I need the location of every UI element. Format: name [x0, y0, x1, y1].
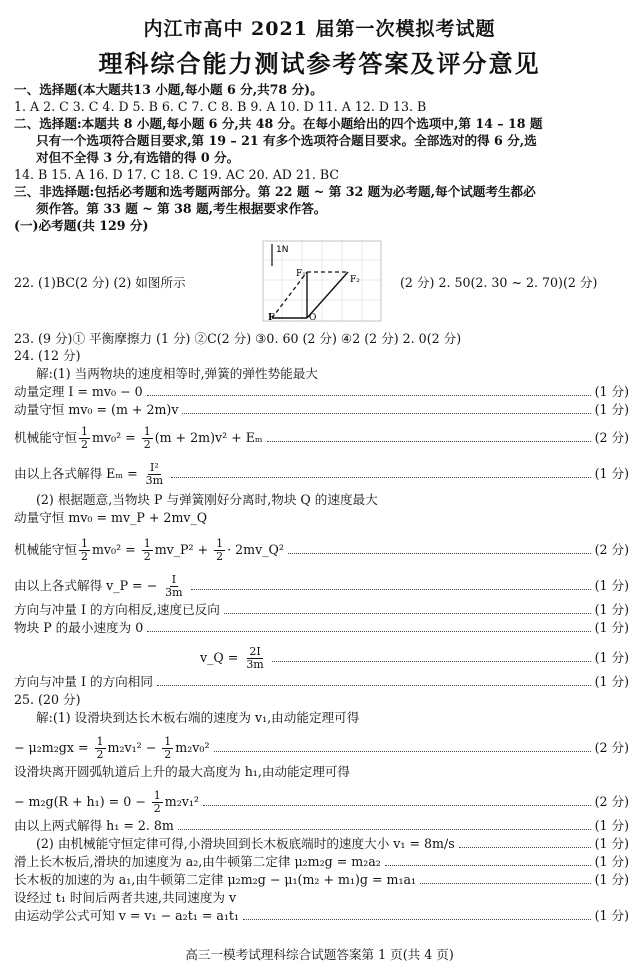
q24-step: 物块 P 的最小速度为 0 (1 分): [14, 620, 629, 635]
q25-step: 由运动学公式可知 v = v₁ − a₂t₁ = a₁t₁ (1 分): [14, 908, 629, 923]
q24-step: 方向与冲量 I 的方向相反,速度已反向 (1 分): [14, 602, 629, 617]
q24-step: 机械能守恒 $\frac{1}{2}$ mv₀² = $\frac{1}{2}$ (m + 2m)v² + Eₘ (2 分): [14, 425, 629, 451]
label-f2: F₂: [350, 275, 360, 285]
section-1-heading: 一、选择题(本大题共13 小题,每小题 6 分,共78 分)。: [14, 82, 323, 97]
q24-step: (2) 根据题意,当物块 P 与弹簧刚好分离时,物块 Q 的速度最大: [36, 492, 378, 507]
q23-answer: 23. (9 分)① 平衡摩擦力 (1 分) ②C(2 分) ③0. 60 (2 分) ④2 (2 分) 2. 0(2 分): [14, 331, 462, 346]
q25-step: − μ₂m₂gx = $\frac{1}{2}$ m₂v₁² − $\frac{1}{2}$ m₂v₀² (2 分): [14, 735, 629, 761]
q25-step: 设滑块离开圆弧轨道后上升的最大高度为 h₁,由动能定理可得: [14, 764, 351, 779]
q24-step: 由以上各式解得 v_P = − $\frac{I}{3m}$ (1 分): [14, 573, 629, 599]
q24-step: 解:(1) 当两物块的速度相等时,弹簧的弹性势能最大: [36, 366, 318, 381]
section-2-text: 对但不全得 3 分,有选错的得 0 分。: [36, 150, 240, 165]
q24-step: 由以上各式解得 Eₘ = $\frac{\text{I²}}{3m}$ (1 分): [14, 461, 629, 487]
q25-step: (2) 由机械能守恒定律可得,小滑块回到长木板底端时的速度大小 v₁ = 8m/s (1 分): [36, 836, 629, 851]
q24-step: v_Q = $\frac{2I}{3m}$ (1 分): [200, 645, 629, 671]
q25-step: 设经过 t₁ 时间后两者共速,共同速度为 v: [14, 890, 237, 905]
label-f1: F₁: [296, 269, 306, 279]
q25-heading: 25. (20 分): [14, 692, 81, 707]
label-o: O: [309, 313, 317, 322]
section-2-heading: 二、选择题:本题共 8 小题,每小题 6 分,共 48 分。在每小题给出的四个选项中,第 14 – 18 题: [14, 116, 543, 131]
answers-1-13: 1. A 2. C 3. C 4. D 5. B 6. C 7. C 8. B 9. A 10. D 11. A 12. D 13. B: [14, 99, 427, 114]
q24-step: 动量守恒 mv₀ = (m + 2m)v (1 分): [14, 402, 629, 417]
q22-answer: 22. (1)BC(2 分) (2) 如图所示: [14, 275, 186, 290]
doc-title-school: 内江市高中 2021 届第一次模拟考试题: [143, 18, 496, 40]
doc-title-main: 理科综合能力测试参考答案及评分意见: [98, 50, 541, 78]
required-heading: (一)必考题(共 129 分): [14, 218, 149, 233]
q24-step: 动量守恒 mv₀ = mv_P + 2mv_Q: [14, 510, 208, 525]
q22-answer-right: (2 分) 2. 50(2. 30 ~ 2. 70)(2 分): [400, 275, 598, 290]
label-f: F: [268, 313, 275, 322]
section-3-heading: 三、非选择题:包括必考题和选考题两部分。第 22 题 ~ 第 32 题为必考题,每个试题考生都必: [14, 184, 536, 199]
section-3-text: 须作答。第 33 题 ~ 第 38 题,考生根据要求作答。: [36, 201, 327, 216]
q25-step: − m₂g(R + h₁) = 0 − $\frac{1}{2}$ m₂v₁² (2 分): [14, 789, 629, 815]
q25-step: 解:(1) 设滑块到达长木板右端的速度为 v₁,由动能定理可得: [36, 710, 360, 725]
q25-step: 滑上长木板后,滑块的加速度为 a₂,由牛顿第二定律 μ₂m₂g = m₂a₂ (1 分): [14, 854, 629, 869]
force-diagram: [262, 240, 382, 322]
q25-step: 长木板的加速的为 a₁,由牛顿第二定律 μ₂m₂g − μ₁(m₂ + m₁)g = m₁a₁ (1 分): [14, 872, 629, 887]
q24-step: 方向与冲量 I 的方向相同 (1 分): [14, 674, 629, 689]
q24-step: 机械能守恒 $\frac{1}{2}$ mv₀² = $\frac{1}{2}$ mv_P² + $\frac{1}{2}$ · 2mv_Q² (2 分): [14, 537, 629, 563]
q24-heading: 24. (12 分): [14, 348, 81, 363]
section-2-text: 只有一个选项符合题目要求,第 19 – 21 有多个选项符合题目要求。全部选对的得 6 分,选: [36, 133, 537, 148]
answers-14-21: 14. B 15. A 16. D 17. C 18. C 19. AC 20. AD 21. BC: [14, 167, 340, 182]
q25-step: 由以上两式解得 h₁ = 2. 8m (1 分): [14, 818, 629, 833]
label-1n: 1N: [276, 245, 289, 255]
page-footer: 高三一模考试理科综合试题答案第 1 页(共 4 页): [185, 947, 454, 962]
q24-step: 动量定理 I = mv₀ − 0 (1 分): [14, 384, 629, 399]
